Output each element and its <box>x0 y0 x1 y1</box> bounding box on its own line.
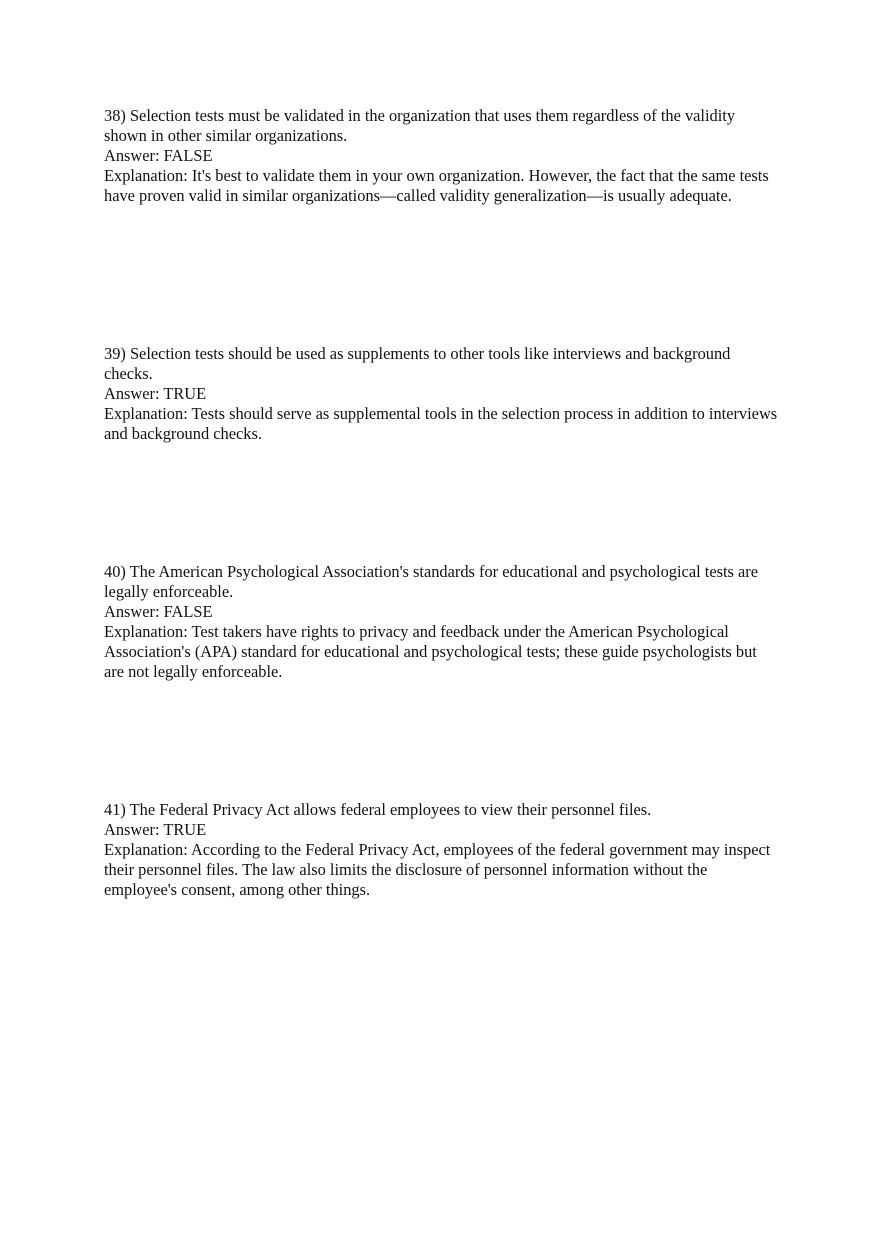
explanation-text: Explanation: Test takers have rights to privacy and feedback under the American Psychological Association's (APA) standard for educational and psychological tests; these guide psychologists but are not legally enforceable. <box>104 622 757 681</box>
question-41 <box>104 800 780 900</box>
question-text: 40) The American Psychological Association's standards for educational and psychological tests are legally enforceable. <box>104 562 759 601</box>
explanation-text: Explanation: Tests should serve as supplemental tools in the selection process in addition to interviews and background checks. <box>104 404 778 443</box>
question-38 <box>104 106 780 206</box>
answer-line: Answer: FALSE <box>104 602 213 621</box>
question-text: 39) Selection tests should be used as supplements to other tools like interviews and background checks. <box>104 344 731 383</box>
question-text: 41) The Federal Privacy Act allows federal employees to view their personnel files. <box>104 800 652 819</box>
answer-line: Answer: TRUE <box>104 820 207 839</box>
answer-line: Answer: FALSE <box>104 146 213 165</box>
answer-line: Answer: TRUE <box>104 384 207 403</box>
question-text: 38) Selection tests must be validated in the organization that uses them regardless of the validity shown in other similar organizations. <box>104 106 736 145</box>
explanation-text: Explanation: According to the Federal Privacy Act, employees of the federal government may inspect their personnel files. The law also limits the disclosure of personnel information without the employee's consent, among other things. <box>104 840 771 899</box>
question-39 <box>104 344 780 444</box>
explanation-text: Explanation: It's best to validate them in your own organization. However, the fact that the same tests have proven valid in similar organizations—called validity generalization—is usually adequate. <box>104 166 769 205</box>
question-40 <box>104 562 780 682</box>
